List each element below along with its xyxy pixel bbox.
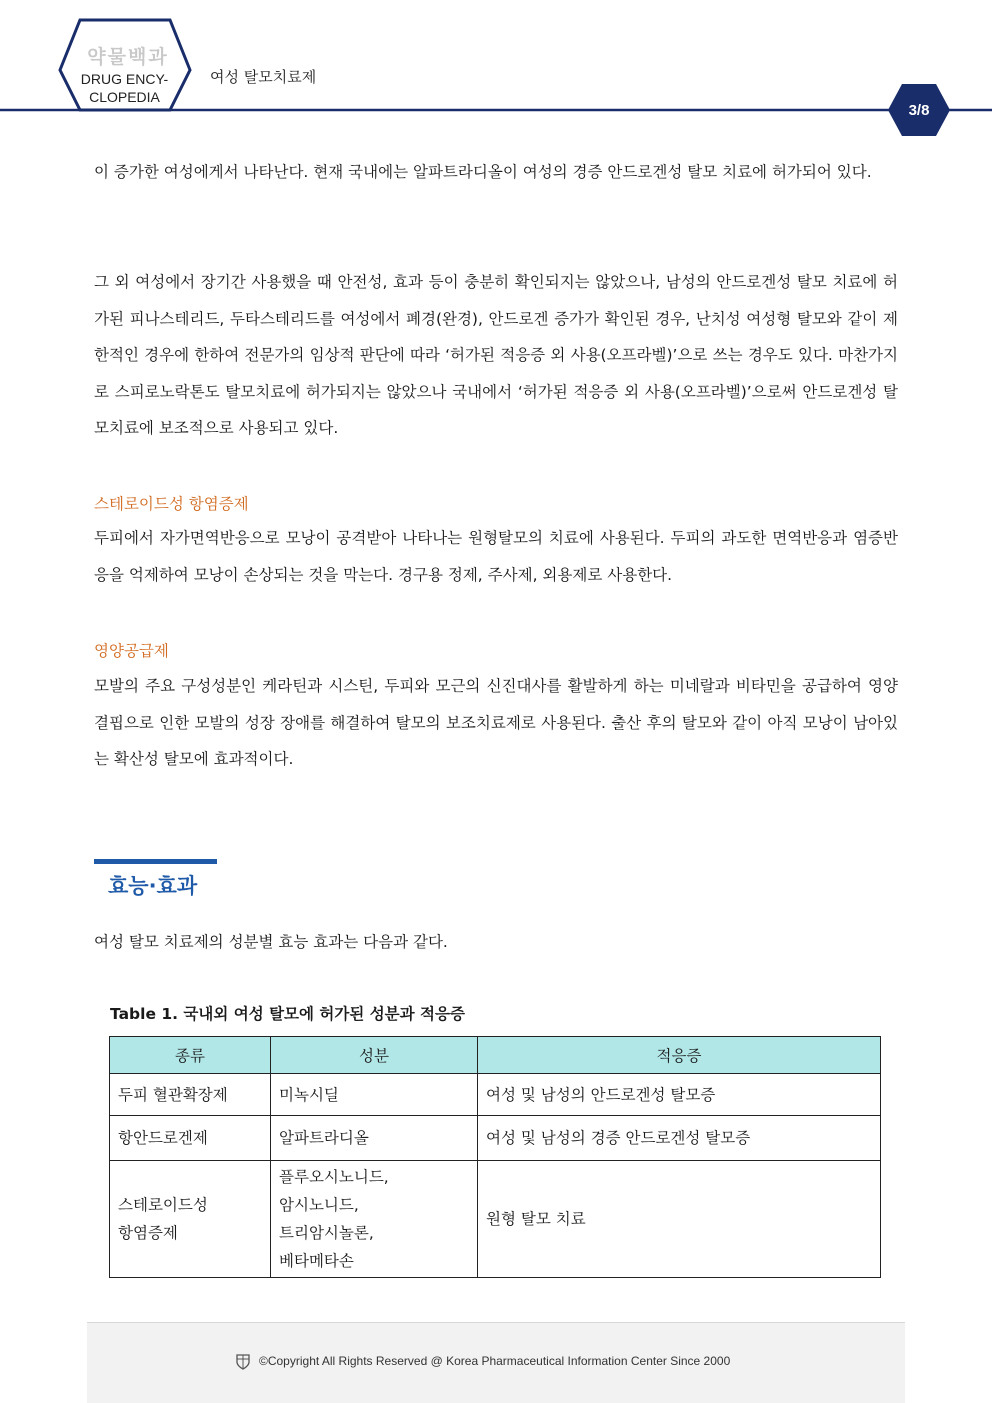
column-header-ingredient: 성분: [271, 1037, 478, 1074]
indication-table: [109, 1036, 881, 1278]
crest-icon: [235, 1353, 251, 1370]
cell-type-line: 항염증제: [118, 1224, 178, 1242]
cell-type-line: 스테로이드성: [118, 1196, 208, 1214]
paragraph-nutrition: 모발의 주요 구성성분인 케라틴과 시스틴, 두피와 모근의 신진대사를 활발하게 하는 미네랄과 비타민을 공급하여 영양 결핍으로 인한 모발의 성장 장애를 해결하여 탈모의 보조치료제로 사용된다. 출산 후의 탈모와 같이 아직 모낭이 남아있는 확산성 탈모에 효과적이다.: [94, 677, 898, 768]
section-title-bar: [94, 859, 217, 864]
document-title: 여성 탈모치료제: [210, 68, 317, 86]
table-row: [110, 1116, 881, 1161]
section-title: 효능·효과: [108, 874, 198, 898]
table-caption: Table 1. 국내외 여성 탈모에 허가된 성분과 적응증: [110, 1005, 465, 1023]
cell-type: 항안드로겐제: [110, 1116, 271, 1161]
ingredient-line: 베타메타손: [279, 1252, 354, 1270]
cell-indication: 원형 탈모 치료: [478, 1161, 881, 1278]
copyright-text: ©Copyright All Rights Reserved @ Korea Pharmaceutical Information Center Since 2000: [259, 1354, 731, 1368]
page-indicator: 3/8: [908, 101, 930, 119]
table-row: [110, 1074, 881, 1116]
subheading-steroid: 스테로이드성 항염증제: [94, 495, 249, 513]
paragraph-intro: 이 증가한 여성에게서 나타난다. 현재 국내에는 알파트라디올이 여성의 경증 안드로겐성 탈모 치료에 허가되어 있다.: [94, 163, 872, 181]
ingredient-line: 암시노니드,: [279, 1196, 359, 1214]
logo-english-line2: CLOPEDIA: [89, 89, 160, 105]
paragraph-steroid: 두피에서 자가면역반응으로 모낭이 공격받아 나타나는 원형탈모의 치료에 사용된다. 두피의 과도한 면역반응과 염증반응을 억제하여 모낭이 손상되는 것을 막는다. 경구용 정제, 주사제, 외용제로 사용한다.: [94, 529, 898, 584]
section-intro: 여성 탈모 치료제의 성분별 효능 효과는 다음과 같다.: [94, 933, 448, 951]
paragraph-offlabel: 그 외 여성에서 장기간 사용했을 때 안전성, 효과 등이 충분히 확인되지는 않았으나, 남성의 안드로겐성 탈모 치료에 허가된 피나스테리드, 두타스테리드를 여성에서 폐경(완경), 안드로겐 증가가 확인된 경우, 난치성 여성형 탈모와 같이 제한적인 경우에 한하여 전문가의 임상적 판단에 따라 ‘허가된 적응증 외 사용(오프라벨)’으로 쓰는 경우도 있다. 마찬가지로 스피로노락톤도 탈모치료에 허가되지는 않았으나 국내에서 ‘허가된 적응증 외 사용(오프라벨)’으로써 안드로겐성 탈모치료에 보조적으로 사용되고 있다.: [94, 273, 898, 437]
logo-english-line1: DRUG ENCY-: [80, 71, 169, 87]
cell-indication: 여성 및 남성의 경증 안드로겐성 탈모증: [478, 1116, 881, 1161]
cell-ingredient: 미녹시딜: [271, 1074, 478, 1116]
cell-type: [110, 1161, 271, 1278]
cell-ingredient: [271, 1161, 478, 1278]
logo-english: [62, 70, 187, 106]
subheading-nutrition: 영양공급제: [94, 642, 169, 660]
cell-indication: 여성 및 남성의 안드로겐성 탈모증: [478, 1074, 881, 1116]
ingredient-line: 트리암시놀론,: [279, 1224, 374, 1242]
column-header-type: 종류: [110, 1037, 271, 1074]
ingredient-line: 플루오시노니드,: [279, 1168, 389, 1186]
logo-korean: 약물백과: [87, 46, 169, 68]
table-row: [110, 1161, 881, 1278]
table-header-row: [110, 1037, 881, 1074]
cell-ingredient: 알파트라디올: [271, 1116, 478, 1161]
cell-type: 두피 혈관확장제: [110, 1074, 271, 1116]
column-header-indication: 적응증: [478, 1037, 881, 1074]
